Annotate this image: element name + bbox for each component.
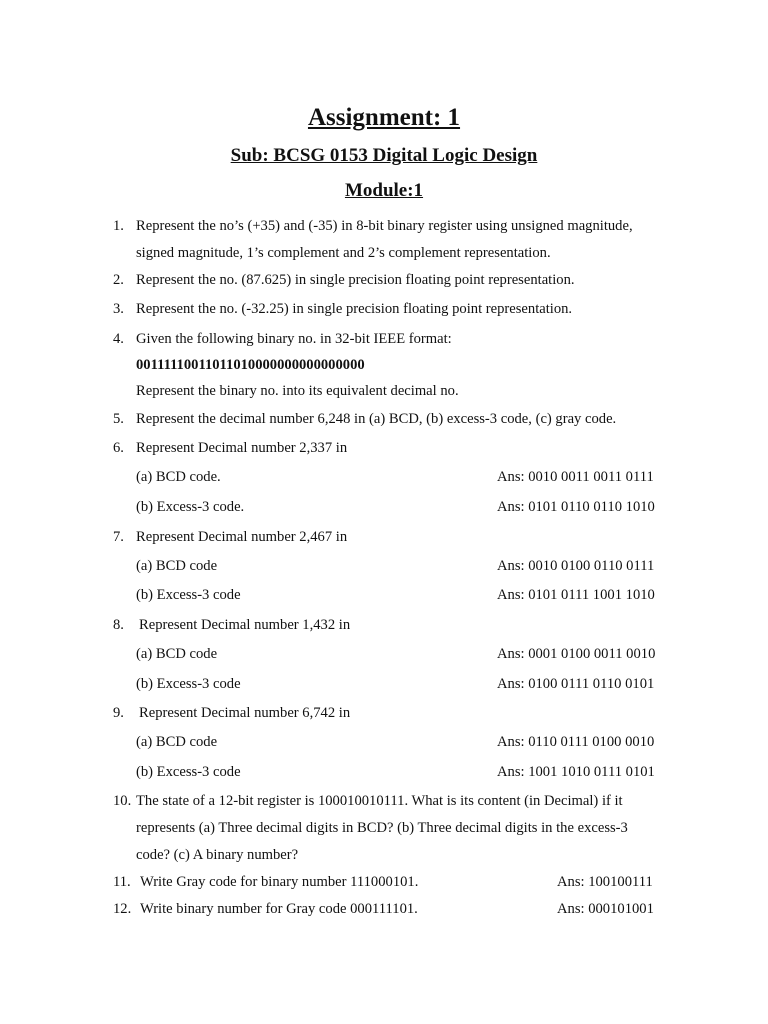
question-number: 11. (113, 874, 131, 890)
sub-question: (a) BCD code (136, 646, 218, 662)
question-text: Write Gray code for binary number 111000101. (140, 874, 419, 890)
sub-question: (b) Excess-3 code (136, 764, 241, 780)
answer: Ans: 1001 1010 0111 0101 (497, 764, 655, 780)
question-text: Write binary number for Gray code 000111101. (140, 901, 418, 917)
sub-question: (b) Excess-3 code (136, 676, 241, 692)
question-text: Represent the no. (-32.25) in single precision floating point representation. (136, 301, 573, 317)
question-text: Represent Decimal number 6,742 in (139, 705, 351, 721)
question-text: Represent Decimal number 2,467 in (136, 529, 348, 545)
question-text: Represent the no. (87.625) in single precision floating point representation. (136, 272, 575, 288)
question-number: 8. (113, 617, 124, 633)
question-number: 3. (113, 301, 124, 317)
question-number: 6. (113, 440, 124, 456)
answer: Ans: 0100 0111 0110 0101 (497, 676, 655, 692)
question-number: 2. (113, 272, 124, 288)
answer: Ans: 000101001 (557, 901, 654, 917)
question-number: 9. (113, 705, 124, 721)
answer: Ans: 0101 0111 1001 1010 (497, 587, 655, 603)
sub-question: (a) BCD code (136, 734, 218, 750)
answer: Ans: 0010 0011 0011 0111 (497, 469, 654, 485)
question-text: Represent Decimal number 1,432 in (139, 617, 351, 633)
sub-question: (a) BCD code (136, 558, 218, 574)
sub-question: (b) Excess-3 code. (136, 499, 245, 515)
question-number: 10. (113, 793, 132, 809)
question-text: Given the following binary no. in 32-bit IEEE format: (136, 331, 452, 347)
question-text: code? (c) A binary number? (136, 847, 299, 863)
question-number: 7. (113, 529, 124, 545)
answer: Ans: 0110 0111 0100 0010 (497, 734, 655, 750)
subject-heading: Sub: BCSG 0153 Digital Logic Design (230, 145, 538, 166)
answer: Ans: 0010 0100 0110 0111 (497, 558, 655, 574)
answer: Ans: 100100111 (557, 874, 653, 890)
question-text: represents (a) Three decimal digits in BCD? (b) Three decimal digits in the excess-3 (136, 820, 628, 836)
question-text: signed magnitude, 1’s complement and 2’s complement representation. (136, 245, 551, 261)
module-heading: Module:1 (344, 180, 424, 201)
sub-question: (b) Excess-3 code (136, 587, 241, 603)
question-text: Represent the no’s (+35) and (-35) in 8-bit binary register using unsigned magnitude, (136, 218, 633, 234)
answer: Ans: 0001 0100 0011 0010 (497, 646, 656, 662)
assignment-title: Assignment: 1 (307, 104, 461, 131)
question-text: Represent the binary no. into its equivalent decimal no. (136, 383, 459, 399)
question-number: 1. (113, 218, 124, 234)
question-text: Represent the decimal number 6,248 in (a) BCD, (b) excess-3 code, (c) gray code. (136, 411, 617, 427)
sub-question: (a) BCD code. (136, 469, 221, 485)
question-number: 12. (113, 901, 132, 917)
answer: Ans: 0101 0110 0110 1010 (497, 499, 655, 515)
binary-value: 00111110011011010000000000000000 (136, 357, 365, 373)
question-text: Represent Decimal number 2,337 in (136, 440, 348, 456)
question-number: 5. (113, 411, 124, 427)
question-text: The state of a 12-bit register is 100010010111. What is its content (in Decimal) if it (136, 793, 623, 809)
question-number: 4. (113, 331, 124, 347)
